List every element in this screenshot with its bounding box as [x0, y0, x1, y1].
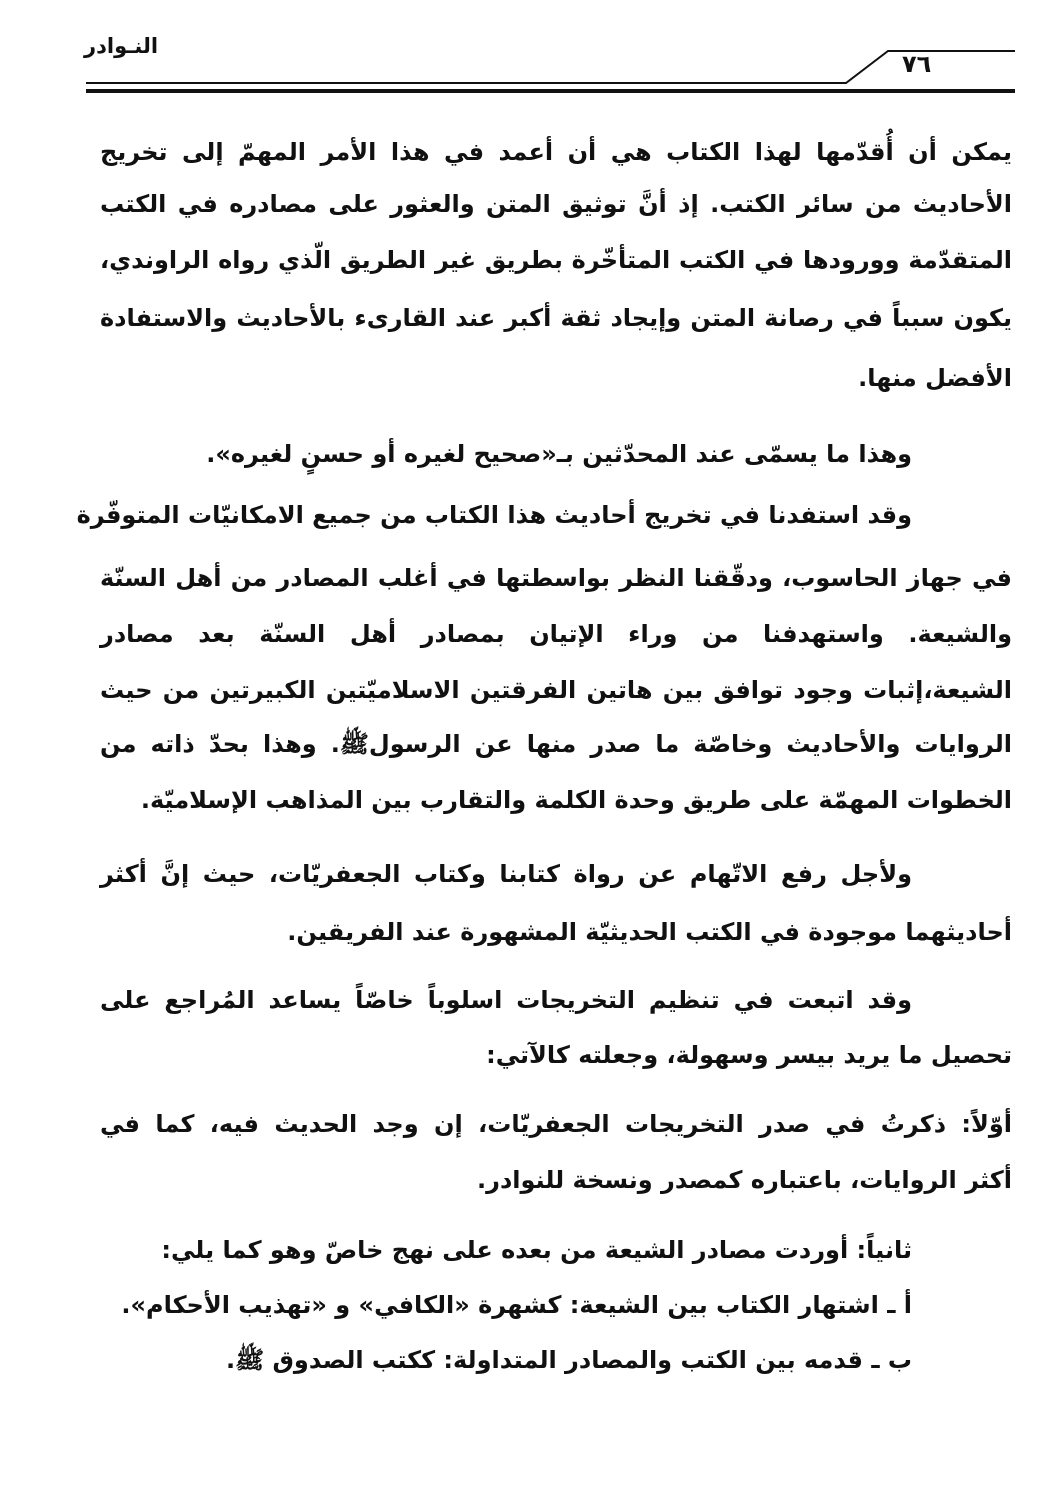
text-line: ب ـ قدمه بين الكتب والمصادر المتداولة: ككتب الصدوق ﷺ.: [225, 1346, 912, 1374]
text-line: يمكن أن أُقدّمها لهذا الكتاب هي أن أعمد في هذا الأمر المهمّ إلى تخريج: [100, 138, 1012, 166]
text-line: وقد استفدنا في تخريج أحاديث هذا الكتاب من جميع الامكانيّات المتوفّرة: [76, 501, 912, 529]
running-title: النـوادر: [84, 34, 159, 58]
text-line: يكون سبباً في رصانة المتن وإيجاد ثقة أكبر عند القارىء بالأحاديث والاستفادة: [100, 304, 1012, 332]
text-line: تحصيل ما يريد بيسر وسهولة، وجعلته كالآتي:: [486, 1041, 1012, 1069]
text-line: الأفضل منها.: [858, 364, 1012, 392]
text-line: والشيعة. واستهدفنا من وراء الإتيان بمصادر أهل السنّة بعد مصادر: [100, 620, 1012, 648]
text-line: الخطوات المهمّة على طريق وحدة الكلمة والتقارب بين المذاهب الإسلاميّة.: [140, 786, 1012, 814]
text-line: الروايات والأحاديث وخاصّة ما صدر منها عن الرسولﷺ. وهذا بحدّ ذاته من: [100, 730, 1012, 758]
header-rule: [0, 0, 1041, 100]
text-line: أ ـ اشتهار الكتاب بين الشيعة: كشهرة «الكافي» و «تهذيب الأحكام».: [121, 1291, 912, 1319]
text-line: وقد اتبعت في تنظيم التخريجات اسلوباً خاصّاً يساعد المُراجع على: [100, 986, 912, 1014]
text-line: الأحاديث من سائر الكتب. إذ أنَّ توثيق المتن والعثور على مصادره في الكتب: [100, 190, 1012, 218]
text-line: أكثر الروايات، باعتباره كمصدر ونسخة للنوادر.: [477, 1166, 1012, 1194]
text-line: في جهاز الحاسوب، ودقّقنا النظر بواسطتها في أغلب المصادر من أهل السنّة: [100, 564, 1012, 592]
text-line: الشيعة،إثبات وجود توافق بين هاتين الفرقتين الاسلاميّتين الكبيرتين من حيث: [100, 676, 1012, 704]
page-number: ٧٦: [902, 50, 932, 78]
text-line: أوّلاً: ذكرتُ في صدر التخريجات الجعفريّات، إن وجد الحديث فيه، كما في: [100, 1110, 1012, 1138]
text-line: المتقدّمة وورودها في الكتب المتأخّرة بطريق غير الطريق الّذي رواه الراوندي،: [100, 246, 1012, 274]
text-line: وهذا ما يسمّى عند المحدّثين بـ«صحيح لغيره أو حسنٍ لغيره».: [206, 440, 912, 468]
text-line: ولأجل رفع الاتّهام عن رواة كتابنا وكتاب الجعفريّات، حيث إنَّ أكثر: [100, 860, 912, 888]
text-line: ثانياً: أوردت مصادر الشيعة من بعده على نهج خاصّ وهو كما يلي:: [161, 1236, 912, 1264]
text-line: أحاديثهما موجودة في الكتب الحديثيّة المشهورة عند الفريقين.: [287, 918, 1012, 946]
